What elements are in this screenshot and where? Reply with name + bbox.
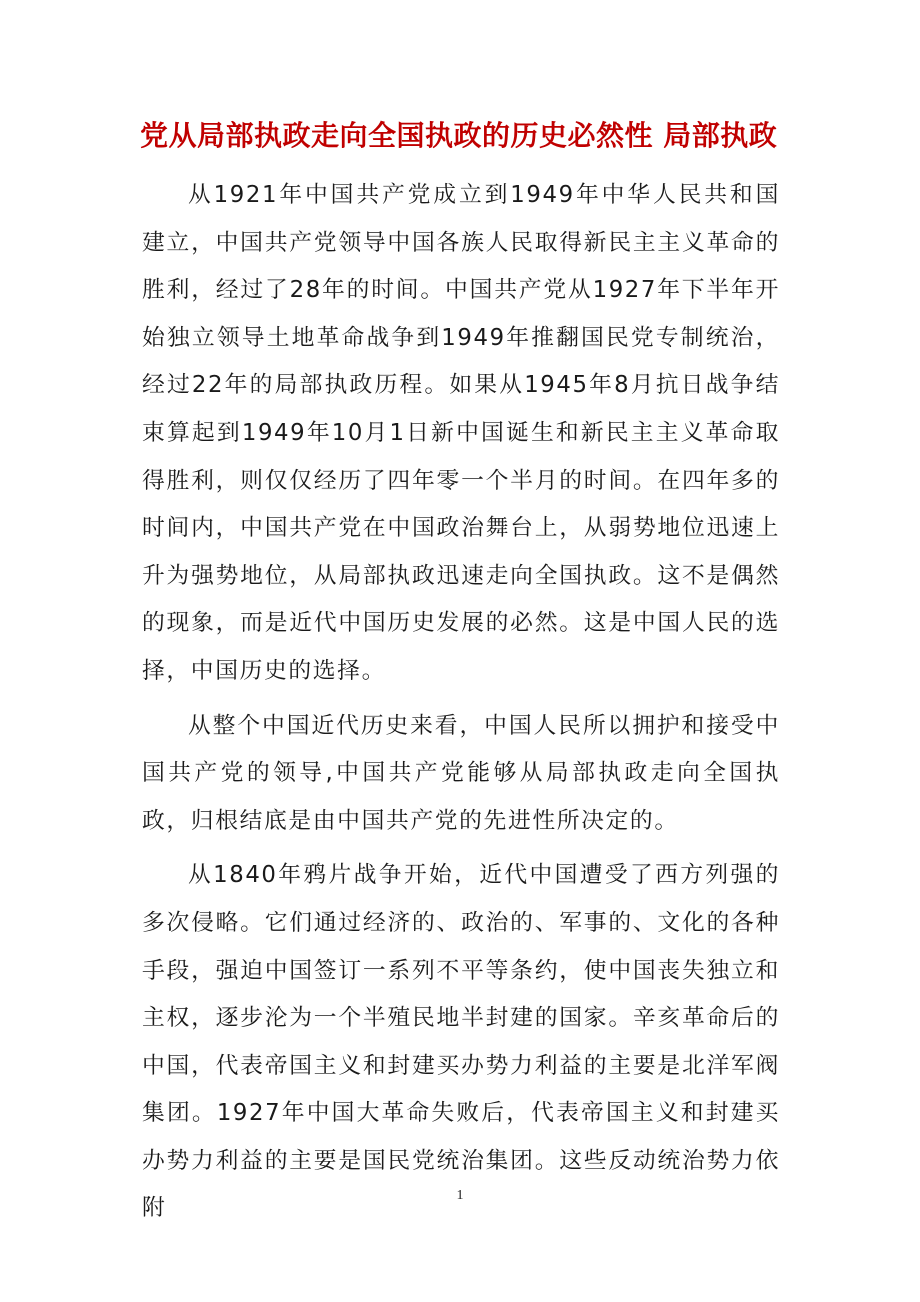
paragraph-1: 从1921年中国共产党成立到1949年中华人民共和国建立，中国共产党领导中国各族人民取得新民主主义革命的胜利，经过了28年的时间。中国共产党从1927年下半年开始独立领导土地革命战争到1949年推翻国民党专制统治，经过22年的局部执政历程。如果从1945年8月抗日战争结束算起到1949年10月1日新中国诞生和新民主主义革命取得胜利，则仅仅经历了四年零一个半月的时间。在四年多的时间内，中国共产党在中国政治舞台上，从弱势地位迅速上升为强势地位，从局部执政迅速走向全国执政。这不是偶然的现象，而是近代中国历史发展的必然。这是中国人民的选择，中国历史的选择。	[142, 182, 780, 684]
paragraph-2: 从整个中国近代历史来看，中国人民所以拥护和接受中国共产党的领导,中国共产党能够从局部执政走向全国执政，归根结底是由中国共产党的先进性所决定的。	[142, 712, 780, 834]
page-number: 1	[456, 1188, 464, 1203]
document-body	[142, 172, 780, 1240]
document-title: 党从局部执政走向全国执政的历史必然性 局部执政	[140, 119, 778, 152]
paragraph-3: 从1840年鸦片战争开始，近代中国遭受了西方列强的多次侵略。它们通过经济的、政治的、军事的、文化的各种手段，强迫中国签订一系列不平等条约，使中国丧失独立和主权，逐步沦为一个半殖民地半封建的国家。辛亥革命后的中国，代表帝国主义和封建买办势力利益的主要是北洋军阀集团。1927年中国大革命失败后，代表帝国主义和封建买办势力利益的主要是国民党统治集团。这些反动统治势力依附	[142, 862, 780, 1222]
